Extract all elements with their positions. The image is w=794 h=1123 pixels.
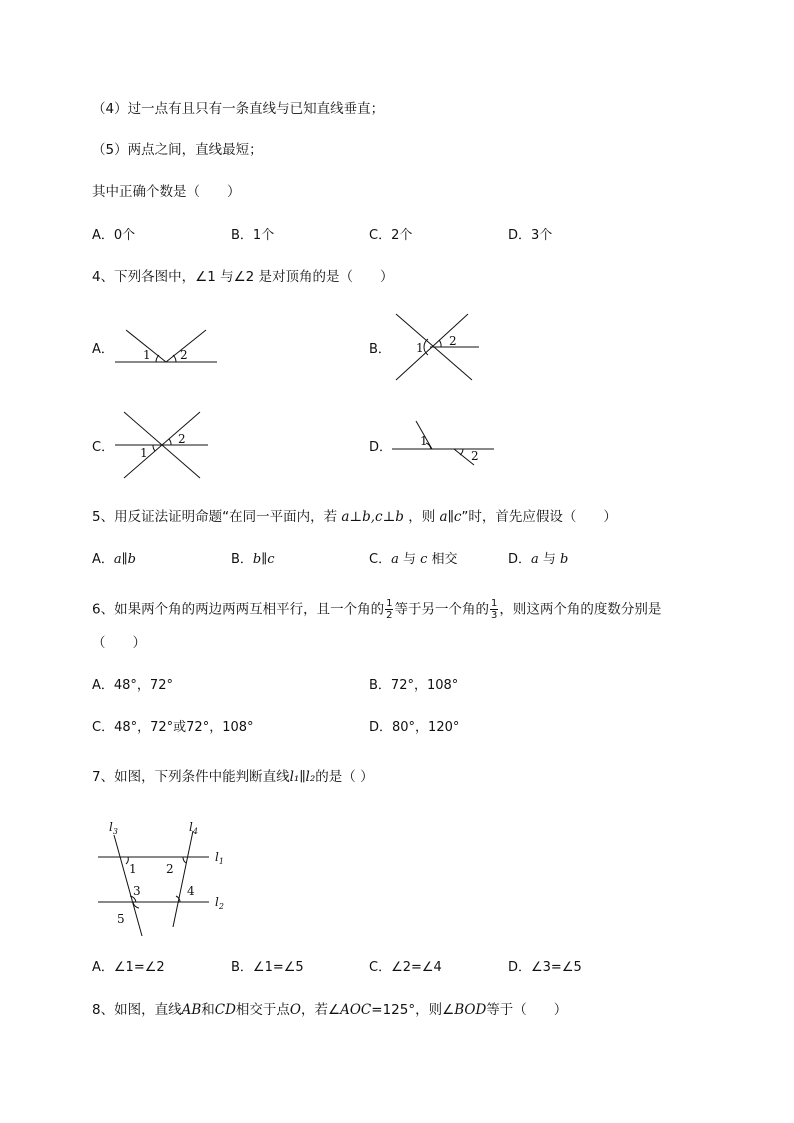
q8-stem-f: 等于（ ）: [486, 1002, 568, 1018]
q4-option-c[interactable]: C．: [92, 440, 115, 455]
q6-stem-c: ，则这两个角的度数分别是: [499, 601, 662, 618]
q7-relation: l₁∥l₂: [289, 769, 316, 785]
q4-figure-d: [390, 418, 500, 468]
q8-stem-c: 相交于点: [235, 1002, 290, 1018]
q6-fraction-third: [490, 598, 498, 621]
q4-option-a[interactable]: A．: [92, 342, 114, 357]
q5c-a: a: [391, 552, 399, 567]
q5a-expr: a∥b: [113, 552, 136, 567]
q4d-label-2: 2: [471, 449, 479, 463]
q6-option-d[interactable]: D．80°，120°: [369, 720, 460, 735]
q6-option-a[interactable]: A．48°，72°: [92, 678, 173, 693]
q4-figure-a: [112, 326, 222, 366]
q6-frac1-den: 2: [386, 610, 393, 621]
q6-frac2-num: 1: [490, 598, 498, 609]
q3-option-d[interactable]: D．3个: [508, 228, 553, 243]
q8-stem-b: 和: [201, 1002, 215, 1018]
q5-stem-mid: ，则: [403, 509, 440, 525]
q7-angle-4: 4: [187, 884, 195, 898]
q7-l3-label: $l_3$: [109, 820, 118, 836]
q7-stem-a: 7、如图，下列条件中能判断直线: [92, 769, 290, 785]
q7-option-d[interactable]: D．∠3=∠5: [508, 960, 582, 975]
q6-option-b[interactable]: B．72°，108°: [369, 678, 459, 693]
q8-stem-e: =125°，则∠: [371, 1002, 455, 1018]
q3-option-a[interactable]: A．0个: [92, 228, 136, 243]
q5d-b: b: [560, 552, 569, 567]
q5-stem: [92, 508, 617, 526]
q5c-mid: 与: [398, 552, 421, 567]
q3-option-c[interactable]: C．2个: [369, 228, 413, 243]
q6-option-c[interactable]: C．48°，72°或72°，108°: [92, 720, 254, 735]
q7-l1-label: $l_1$: [215, 850, 224, 866]
q5-conclusion: a∥c: [439, 509, 462, 525]
q4c-label-2: 2: [178, 432, 186, 446]
q5a-prefix: A．: [92, 552, 114, 567]
q8-stem-a: 8、如图，直线: [92, 1002, 182, 1018]
q6-frac1-num: 1: [386, 598, 393, 609]
q4c-label-1: 1: [140, 446, 148, 460]
q5b-expr: b∥c: [252, 552, 275, 567]
q6-stem-bracket: （ ）: [92, 635, 146, 651]
q4-option-b[interactable]: B．: [369, 342, 391, 357]
q8-o: O: [289, 1002, 301, 1018]
q5d-mid: 与: [538, 552, 561, 567]
q3-option-b[interactable]: B．1个: [231, 228, 275, 243]
q6-frac2-den: 3: [490, 610, 498, 621]
q4b-label-1: 1: [416, 341, 424, 355]
q7-option-c[interactable]: C．∠2=∠4: [369, 960, 442, 975]
q8-stem-d: ，若∠: [301, 1002, 341, 1018]
q4-figure-c: [112, 410, 212, 480]
q6-stem-a: 6、如果两个角的两边两两互相平行，且一个角的: [92, 601, 385, 618]
q8-bod: BOD: [454, 1002, 487, 1018]
q5-stem-pre: 5、用反证法证明命题“在同一平面内，若: [92, 509, 342, 525]
q4-option-d[interactable]: D．: [369, 440, 393, 455]
q5-condition: a⊥b,c⊥b: [341, 509, 404, 525]
q6-fraction-half: [385, 598, 393, 621]
q5-stem-post: ”时，首先应假设（ ）: [461, 509, 617, 525]
statement-5: （5）两点之间，直线最短；: [92, 142, 263, 158]
q5b-prefix: B．: [231, 552, 253, 567]
q5c-prefix: C．: [369, 552, 392, 567]
q5d-a: a: [531, 552, 539, 567]
q4-figure-b: [392, 312, 482, 382]
q4-stem: 4、下列各图中，∠1 与∠2 是对顶角的是（ ）: [92, 269, 394, 285]
q7-option-b[interactable]: B．∠1=∠5: [231, 960, 304, 975]
q7-angle-1: 1: [129, 862, 137, 876]
q7-stem: [92, 768, 374, 786]
q4a-label-1: 1: [143, 348, 151, 362]
q7-figure: [96, 815, 236, 940]
q6-stem-b: 等于另一个角的: [394, 601, 489, 618]
q5-option-c[interactable]: [369, 551, 458, 569]
q7-angle-5: 5: [117, 912, 125, 926]
q5-option-a[interactable]: [92, 551, 136, 569]
q7-option-a[interactable]: A．∠1=∠2: [92, 960, 165, 975]
q4b-label-2: 2: [449, 334, 457, 348]
q5-option-b[interactable]: [231, 551, 275, 569]
statement-4: （4）过一点有且只有一条直线与已知直线垂直；: [92, 101, 385, 117]
q7-stem-b: 的是（ ）: [315, 769, 374, 785]
q7-l4-label: $l_4$: [189, 820, 198, 836]
q4a-label-2: 2: [180, 348, 188, 362]
q8-ab: AB: [181, 1002, 202, 1018]
q8-cd: CD: [214, 1002, 236, 1018]
q5c-suffix: 相交: [427, 552, 458, 567]
q8-aoc: AOC: [340, 1002, 372, 1018]
q3-prompt: 其中正确个数是（ ）: [92, 184, 241, 200]
q5-option-d[interactable]: [508, 551, 568, 569]
q7-angle-2: 2: [166, 862, 174, 876]
q7-angle-3: 3: [133, 884, 141, 898]
q5c-b: c: [420, 552, 428, 567]
q7-l2-label: $l_2$: [215, 895, 224, 911]
q8-stem: [92, 1001, 567, 1019]
q4d-label-1: 1: [420, 434, 428, 448]
q6-stem: [92, 598, 661, 621]
q5d-prefix: D．: [508, 552, 532, 567]
